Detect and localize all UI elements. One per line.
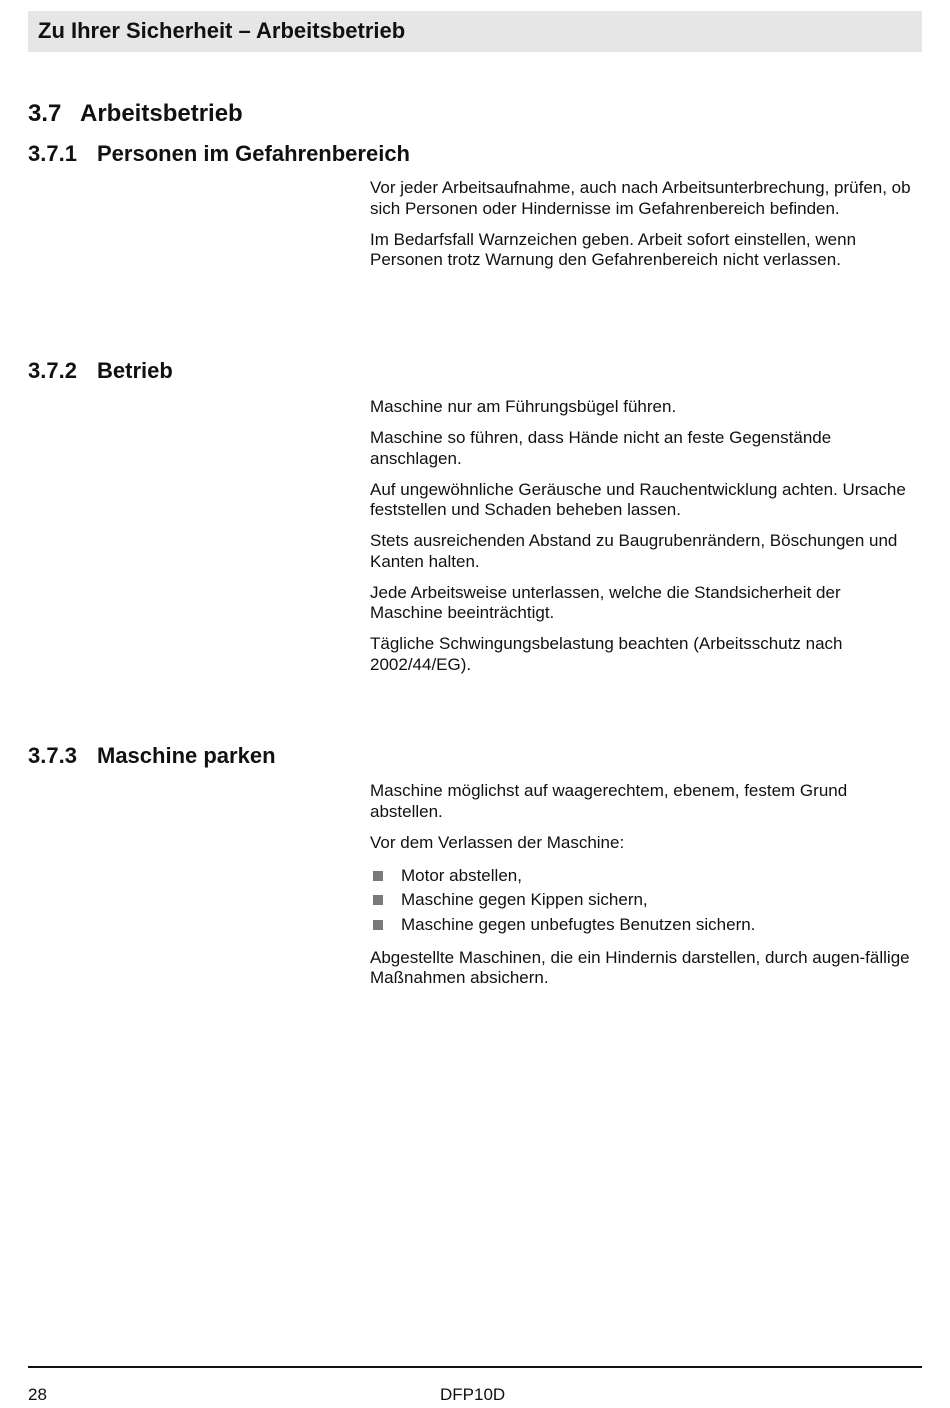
list-item [370,913,915,938]
footer-model-name: DFP10D [440,1385,506,1404]
list-item-text: Maschine gegen unbefugtes Benutzen sichern. [401,914,756,934]
page-header-bar [28,11,922,52]
subsection-body-parken [370,781,915,999]
subsection-number: 3.7.1 [28,141,77,166]
footer-divider [28,1366,922,1368]
list-item-text: Maschine gegen Kippen sichern, [401,890,648,909]
paragraph: Vor dem Verlassen der Maschine: [370,832,625,852]
section-heading [28,100,243,128]
subsection-title: Personen im Gefahrenbereich [97,141,410,166]
paragraph: Abgestellte Maschinen, die ein Hindernis darstellen, durch augen-fällige Maßnahmen absichern. [370,947,910,987]
subsection-number: 3.7.2 [28,358,77,383]
subsection-body-personen [370,178,915,281]
subsection-heading-parken [28,743,276,769]
paragraph: Stets ausreichenden Abstand zu Baugrubenrändern, Böschungen und Kanten halten. [370,531,898,571]
page-number: 28 [28,1385,47,1404]
paragraph: Maschine nur am Führungsbügel führen. [370,397,677,416]
subsection-title: Maschine parken [97,743,276,768]
page-header-title: Zu Ihrer Sicherheit – Arbeitsbetrieb [38,18,406,43]
section-number: 3.7 [28,100,62,127]
subsection-heading-betrieb [28,358,173,384]
list-item-text: Motor abstellen, [401,865,522,885]
square-bullet-icon [373,871,383,881]
subsection-number: 3.7.3 [28,743,77,768]
list-item [370,888,915,913]
paragraph: Auf ungewöhnliche Geräusche und Rauchentwicklung achten. Ursache feststellen und Schaden beheben lassen. [370,479,906,519]
paragraph: Vor jeder Arbeitsaufnahme, auch nach Arbeitsunterbrechung, prüfen, ob sich Personen oder Hindernisse im Gefahrenbereich befinden. [370,178,911,218]
paragraph: Maschine so führen, dass Hände nicht an feste Gegenstände anschlagen. [370,428,832,468]
paragraph: Tägliche Schwingungsbelastung beachten (Arbeitsschutz nach 2002/44/EG). [370,634,843,674]
square-bullet-icon [373,895,383,905]
section-title: Arbeitsbetrieb [80,100,243,127]
subsection-heading-personen [28,141,410,167]
paragraph: Maschine möglichst auf waagerechtem, ebenem, festem Grund abstellen. [370,781,848,821]
bullet-list [370,864,915,938]
subsection-body-betrieb [370,397,915,686]
paragraph: Im Bedarfsfall Warnzeichen geben. Arbeit sofort einstellen, wenn Personen trotz Warnung den Gefahrenbereich nicht verlassen. [370,229,857,269]
list-item [370,864,915,889]
paragraph: Jede Arbeitsweise unterlassen, welche die Standsicherheit der Maschine beeinträchtigt. [370,582,841,622]
subsection-title: Betrieb [97,358,173,383]
square-bullet-icon [373,920,383,930]
